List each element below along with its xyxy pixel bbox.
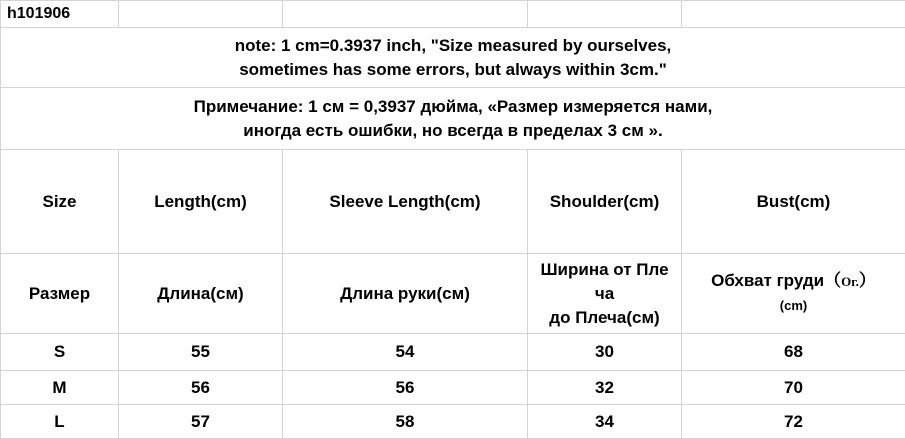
note-en-row: [1, 28, 905, 88]
cell-size: M: [1, 371, 119, 405]
cell-sleeve: 54: [283, 334, 528, 371]
cell-size: L: [1, 405, 119, 439]
code-row: [1, 1, 905, 28]
note-ru-line1: Примечание: 1 см = 0,3937 дюйма, «Размер измеряется нами,: [1, 95, 905, 119]
cell-size: S: [1, 334, 119, 371]
empty-cell: [283, 1, 528, 28]
bust-paren-close: ）: [859, 271, 876, 290]
cell-length: 57: [119, 405, 283, 439]
cell-length: 55: [119, 334, 283, 371]
header-ru-sleeve: Длина руки(см): [283, 254, 528, 334]
cell-sleeve: 58: [283, 405, 528, 439]
header-shoulder: Shoulder(cm): [528, 150, 682, 254]
header-ru-shoulder-line3: до Плеча(см): [528, 306, 681, 330]
bust-main-text: Обхват груди: [711, 271, 824, 290]
header-ru-shoulder: [528, 254, 682, 334]
header-ru-shoulder-line1: Ширина от Пле: [528, 258, 681, 282]
header-en-row: [1, 150, 905, 254]
cell-bust: 72: [682, 405, 905, 439]
header-ru-shoulder-line2: ча: [528, 282, 681, 306]
header-ru-bust: [682, 254, 905, 334]
header-length: Length(cm): [119, 150, 283, 254]
cell-sleeve: 56: [283, 371, 528, 405]
product-code: h101906: [1, 1, 119, 28]
cell-shoulder: 32: [528, 371, 682, 405]
cell-shoulder: 34: [528, 405, 682, 439]
cell-bust: 68: [682, 334, 905, 371]
table-row: [1, 371, 905, 405]
header-ru-length: Длина(см): [119, 254, 283, 334]
header-sleeve-length: Sleeve Length(cm): [283, 150, 528, 254]
header-ru-row: [1, 254, 905, 334]
table-row: [1, 334, 905, 371]
cell-length: 56: [119, 371, 283, 405]
header-size: Size: [1, 150, 119, 254]
note-ru-line2: иногда есть ошибки, но всегда в пределах 3 см ».: [1, 119, 905, 143]
empty-cell: [119, 1, 283, 28]
note-en: [1, 28, 905, 88]
bust-paren-open: （: [824, 271, 841, 290]
cell-shoulder: 30: [528, 334, 682, 371]
header-bust: Bust(cm): [682, 150, 905, 254]
empty-cell: [528, 1, 682, 28]
empty-cell: [682, 1, 905, 28]
cell-bust: 70: [682, 371, 905, 405]
note-en-line1: note: 1 cm=0.3937 inch, "Size measured by ourselves,: [1, 34, 905, 58]
table-row: [1, 405, 905, 439]
bust-og-abbr: Ог.: [841, 274, 859, 289]
note-ru: [1, 88, 905, 150]
header-ru-bust-unit: (cm): [682, 294, 905, 318]
header-ru-bust-main: [682, 269, 905, 294]
note-en-line2: sometimes has some errors, but always within 3cm.": [1, 58, 905, 82]
note-ru-row: [1, 88, 905, 150]
header-ru-size: Размер: [1, 254, 119, 334]
